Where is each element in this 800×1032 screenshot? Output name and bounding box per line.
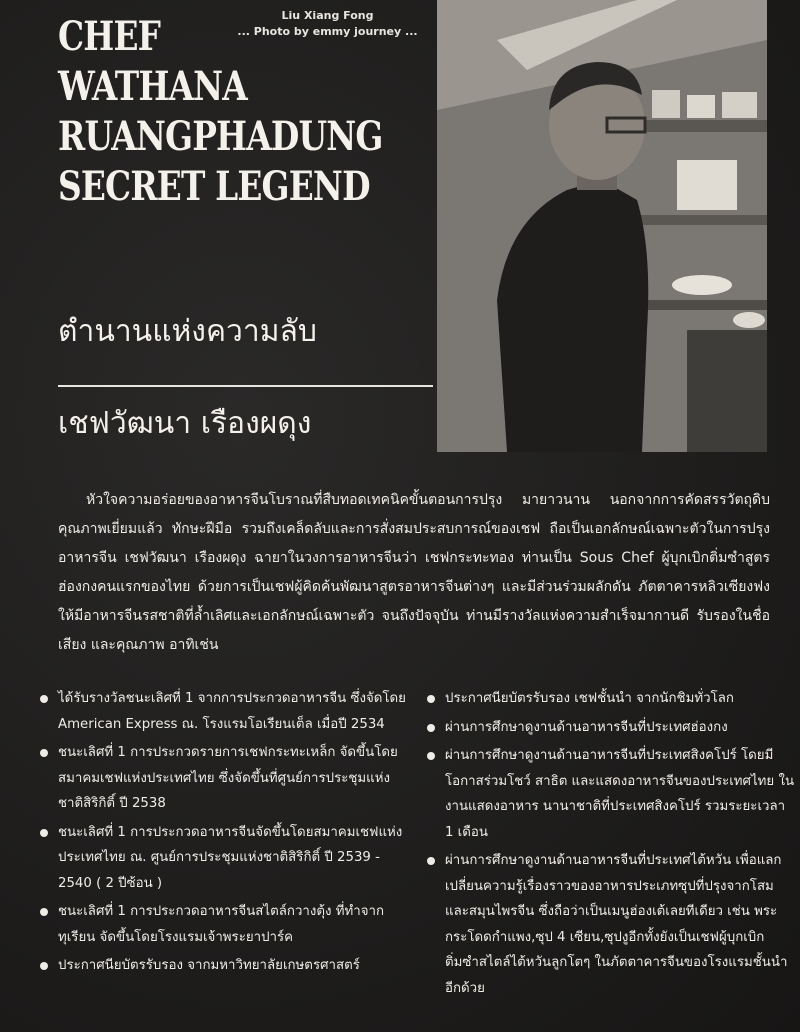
list-item: ชนะเลิศที่ 1 การประกวดอาหารจีนจัดขึ้นโดยสมาคมเชฟแห่งประเทศไทย ณ. ศูนย์การประชุมแห่งชาติสิริกิติ์ ปี 2539 - 2540 ( 2 ปีซ้อน )	[38, 820, 410, 897]
photo-credit	[220, 8, 435, 40]
english-title	[58, 12, 438, 212]
list-item: ชนะเลิศที่ 1 การประกวดอาหารจีนสไตล์กวางตุ้ง ที่ทำจากทุเรียน จัดขึ้นโดยโรงแรมเจ้าพระยาปาร์ค	[38, 899, 410, 950]
list-item: ชนะเลิศที่ 1 การประกวดรายการเชฟกระทะเหล็ก จัดขึ้นโดยสมาคมเชฟแห่งประเทศไทย ซึ่งจัดขึ้นที่ศูนย์การประชุมแห่งชาติสิริกิติ์ ปี 2538	[38, 740, 410, 817]
thai-chef-name: เชฟวัฒนา เรืองผดุง	[58, 406, 312, 441]
thai-title: ตำนานแห่งความลับ	[58, 314, 317, 349]
list-item: ได้รับรางวัลชนะเลิศที่ 1 จากการประกวดอาหารจีน ซึ่งจัดโดย American Express ณ. โรงแรมโอเรียนเต็ล เมื่อปี 2534	[38, 686, 410, 737]
credit-restaurant: Liu Xiang Fong	[281, 9, 374, 22]
awards-list-right	[425, 686, 795, 1004]
list-item: ผ่านการศึกษาดูงานด้านอาหารจีนที่ประเทศสิงคโปร์ โดยมีโอกาสร่วมโชว์ สาธิต และแสดงอาหารจีนของประเทศไทย ในงานแสดงอาหาร นานาชาติที่ประเทศสิงคโปร์ รวมระยะเวลา 1 เดือน	[425, 743, 795, 845]
list-item: ผ่านการศึกษาดูงานด้านอาหารจีนที่ประเทศฮ่องกง	[425, 715, 795, 741]
title-line-chef: CHEF	[58, 13, 161, 60]
chef-photo	[437, 0, 767, 452]
credit-photographer: ... Photo by emmy journey ...	[237, 25, 418, 38]
intro-paragraph: หัวใจความอร่อยของอาหารจีนโบราณที่สืบทอดเทคนิคขั้นตอนการปรุง มายาวนาน นอกจากการคัดสรรวัตถุดิบคุณภาพเยี่ยมแล้ว ทักษะฝีมือ รวมถึงเคล็ดลับและการสั่งสมประสบการณ์ของเชฟ ถือเป็นเอกลักษณ์เฉพาะตัวในการปรุงอาหารจีน เชฟวัฒนา เรืองผดุง ฉายาในวงการอาหารจีนว่า เชฟกระทะทอง ท่านเป็น Sous Chef ผู้บุกเบิกติ่มซำสูตรฮ่องกงคนแรกของไทย ด้วยการเป็นเชฟผู้คิดค้นพัฒนาสูตรอาหารจีนต่างๆ และมีส่วนร่วมผลักดัน ภัตตาคารหลิวเซียงฟง ให้มีอาหารจีนรสชาติที่ล้ำเลิศและเอกลักษณ์เฉพาะตัว จนถึงปัจจุบัน ท่านมีรางวัลแห่งความสำเร็จมากานดี รับรองในชื่อเสียง และคุณภาพ อาทิเช่น	[58, 492, 770, 653]
title-line-wathana: WATHANA	[58, 63, 247, 110]
title-line-secret-legend: SECRET LEGEND	[58, 163, 370, 210]
list-item: ประกาศนียบัตรรับรอง เชฟชั้นนำ จากนักชิมทั่วโลก	[425, 686, 795, 712]
title-line-ruangphadung: RUANGPHADUNG	[58, 113, 383, 160]
title-divider	[58, 385, 433, 387]
list-item: ผ่านการศึกษาดูงานด้านอาหารจีนที่ประเทศไต้หวัน เพื่อแลกเปลี่ยนความรู้เรื่องราวของอาหารประเภทซุปที่ปรุงจากโสมและสมุนไพรจีน ซึ่งถือว่าเป็นเมนูฮ่องเต้เลยทีเดียว เช่น พระกระโดดกำแพง,ซุป 4 เซียน,ซุปงูอีกทั้งยังเป็นเชฟผู้บุกเบิกติ่มซำสไตล์ไต้หวันลูกโตๆ ในภัตตาคารจีนของโรงแรมชั้นนำอีกด้วย	[425, 848, 795, 1001]
list-item: ประกาศนียบัตรรับรอง จากมหาวิทยาลัยเกษตรศาสตร์	[38, 953, 410, 979]
awards-list-left	[38, 686, 410, 982]
